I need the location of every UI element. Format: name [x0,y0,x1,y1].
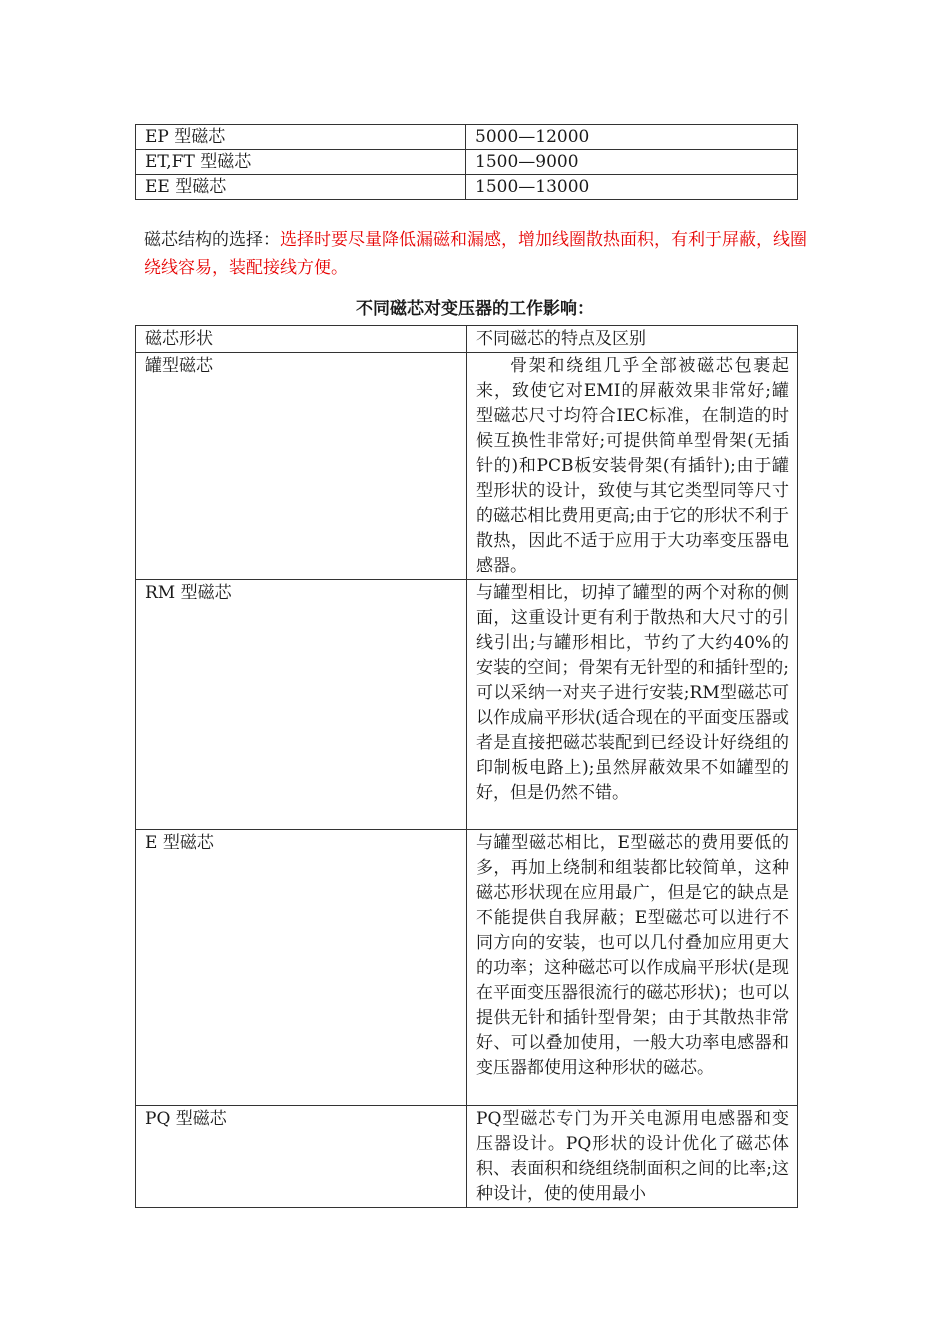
table-row [136,830,798,1106]
table-row [136,580,798,830]
shape-cell: PQ 型磁芯 [136,1106,467,1208]
structure-selection-label: 磁芯结构的选择： [144,230,280,250]
description-cell: 与罐型磁芯相比，E型磁芯的费用要低的多，再加上绕制和组装都比较简单，这种磁芯形状现在应用最广，但是它的缺点是不能提供自我屏蔽；E型磁芯可以进行不同方向的安装，也可以几付叠加应用更大的功率；这种磁芯可以作成扁平形状(是现在平面变压器很流行的磁芯形状)；也可以提供无针和插针型骨架；由于其散热非常好、可以叠加使用，一般大功率电感器和变压器都使用这种形状的磁芯。 [467,830,798,1106]
table-row [136,150,798,175]
core-type-cell: EE 型磁芯 [136,175,466,200]
shape-cell: E 型磁芯 [136,830,467,1106]
section-title: 不同磁芯对变压器的工作影响： [356,299,594,319]
description-cell: 与罐型相比，切掉了罐型的两个对称的侧面，这重设计更有利于散热和大尺寸的引线引出;与罐形相比，节约了大约40%的安装的空间；骨架有无针型的和插针型的;可以采纳一对夹子进行安装;RM型磁芯可以作成扁平形状(适合现在的平面变压器或者是直接把磁芯装配到已经设计好绕组的印制板电路上);虽然屏蔽效果不如罐型的好，但是仍然不错。 [467,580,798,830]
column-header-description: 不同磁芯的特点及区别 [467,326,798,353]
column-header-shape: 磁芯形状 [136,326,467,353]
shape-cell: 罐型磁芯 [136,353,467,580]
core-power-table [135,124,798,200]
table-row [136,353,798,580]
shape-cell: RM 型磁芯 [136,580,467,830]
core-type-cell: EP 型磁芯 [136,125,466,150]
table-row [136,1106,798,1208]
structure-selection-paragraph [144,226,814,282]
power-range-cell: 1500—9000 [466,150,798,175]
table-row [136,125,798,150]
structure-selection-highlight: 选择时要尽量降低漏磁和漏感，增加线圈散热面积，有利于屏蔽，线圈绕线容易，装配接线方便。 [144,230,807,278]
power-range-cell: 5000—12000 [466,125,798,150]
core-type-cell: ET,FT 型磁芯 [136,150,466,175]
core-comparison-table [135,325,798,1208]
description-cell: 骨架和绕组几乎全部被磁芯包裹起来，致使它对EMI的屏蔽效果非常好;罐型磁芯尺寸均符合IEC标准，在制造的时候互换性非常好;可提供简单型骨架(无插针的)和PCB板安装骨架(有插针);由于罐型形状的设计，致使与其它类型同等尺寸的磁芯相比费用更高;由于它的形状不利于散热，因此不适于应用于大功率变压器电感器。 [467,353,798,580]
table-header-row [136,326,798,353]
power-range-cell: 1500—13000 [466,175,798,200]
description-cell: PQ型磁芯专门为开关电源用电感器和变压器设计。PQ形状的设计优化了磁芯体积、表面积和绕组绕制面积之间的比率;这种设计，使的使用最小 [467,1106,798,1208]
table-row [136,175,798,200]
